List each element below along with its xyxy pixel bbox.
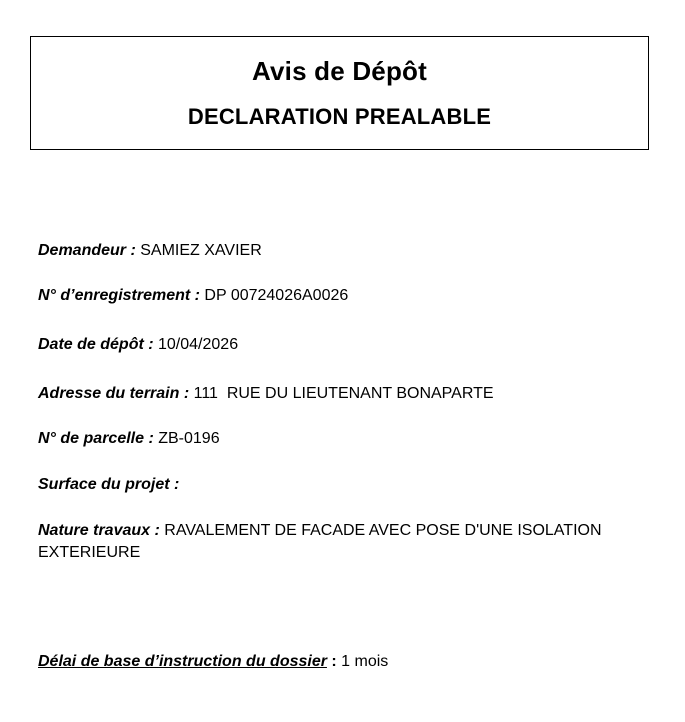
header-box [30, 36, 649, 150]
field-demandeur [38, 240, 638, 262]
field-parcelle [38, 428, 638, 450]
field-label-date-depot: Date de dépôt : [38, 336, 154, 353]
field-label-adresse: Adresse du terrain : [38, 385, 190, 402]
field-value-adresse: 111 RUE DU LIEUTENANT BONAPARTE [189, 385, 494, 402]
field-value-delai: 1 mois [336, 653, 389, 670]
field-colon-delai: : [326, 653, 337, 670]
field-label-demandeur: Demandeur : [38, 242, 136, 259]
field-delai [38, 651, 638, 673]
field-value-enregistrement: DP 00724026A0026 [199, 287, 349, 304]
field-surface [38, 474, 638, 496]
field-label-nature: Nature travaux : [38, 522, 160, 539]
field-label-enregistrement: N° d’enregistrement : [38, 287, 200, 304]
field-value-date-depot: 10/04/2026 [153, 336, 239, 353]
document-title: Avis de Dépôt [251, 56, 427, 86]
document-subtitle: DECLARATION PREALABLE [187, 104, 492, 129]
field-adresse [38, 383, 638, 405]
field-label-parcelle: N° de parcelle : [38, 430, 154, 447]
field-nature [38, 520, 628, 564]
field-value-parcelle: ZB-0196 [153, 430, 220, 447]
field-value-nature: RAVALEMENT DE FACADE AVEC POSE D'UNE ISOLATION EXTERIEURE [38, 522, 602, 561]
field-label-delai: Délai de base d’instruction du dossier [38, 653, 327, 670]
field-value-demandeur: SAMIEZ XAVIER [135, 242, 262, 259]
field-date-depot [38, 334, 638, 356]
field-label-surface: Surface du projet : [38, 476, 180, 493]
field-enregistrement [38, 285, 638, 307]
